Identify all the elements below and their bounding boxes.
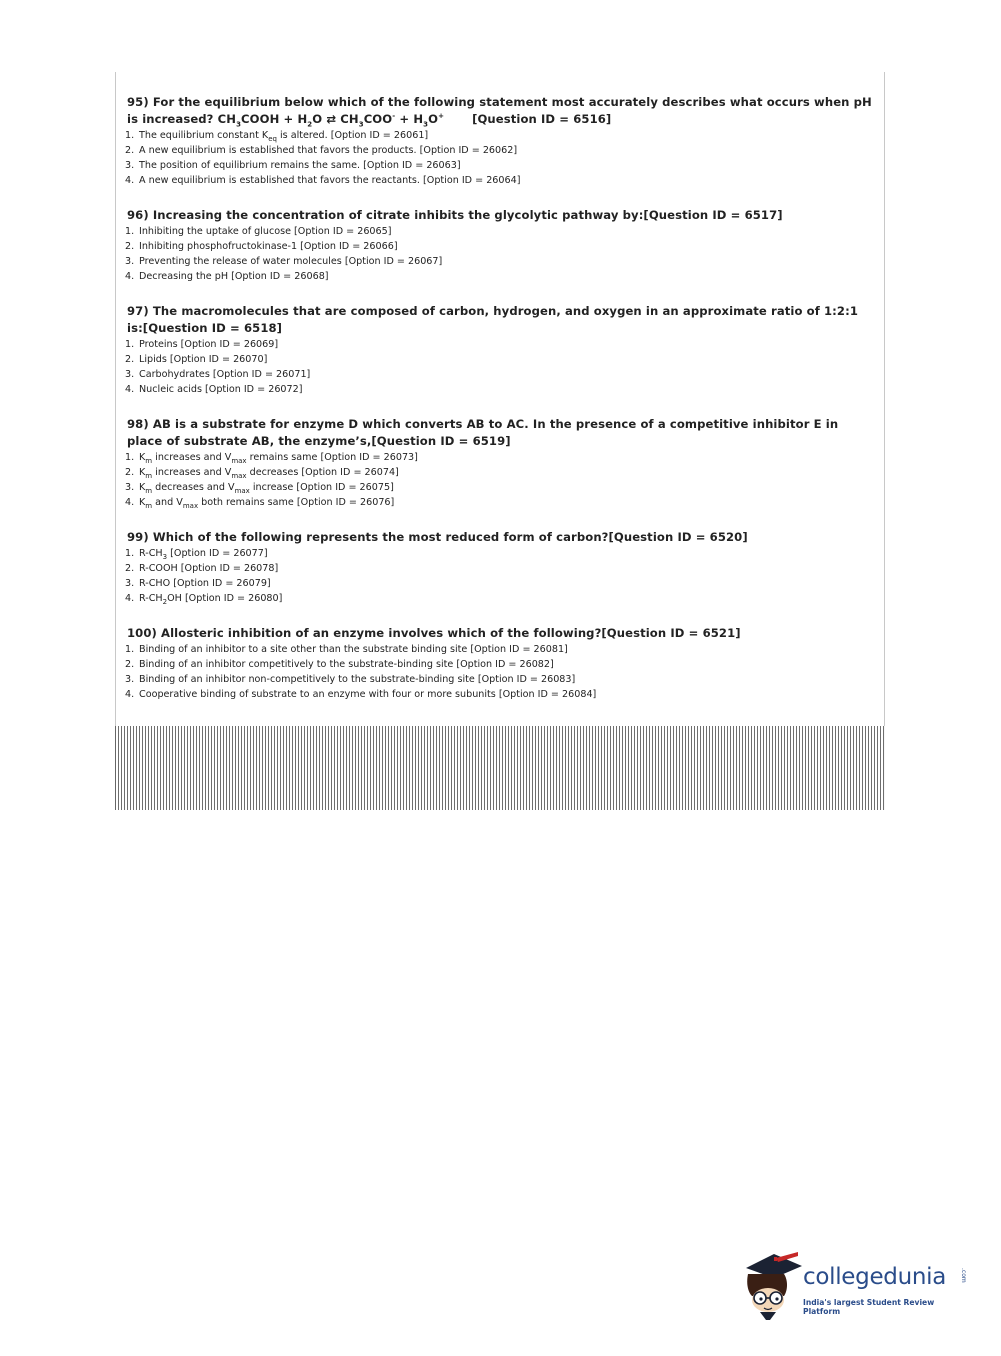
question-title: 100) Allosteric inhibition of an enzyme involves which of the following?[Question ID = 6521] xyxy=(127,626,741,640)
question-title: 97) The macromolecules that are composed of carbon, hydrogen, and oxygen in an approximate ratio of 1:2:1 is:[Question ID = 6518] xyxy=(127,304,858,335)
option: 3. $K_m$ decreases and $V_{max}$ increase [Option ID = 26075] xyxy=(125,482,394,495)
question-list xyxy=(127,94,872,721)
collegedunia-logo xyxy=(740,1248,970,1320)
option-list xyxy=(127,450,872,510)
question-99 xyxy=(127,529,872,606)
option: 3. R-CHO [Option ID = 26079] xyxy=(125,578,271,589)
option: 1. The equilibrium constant $K_{eq}$ is altered. [Option ID = 26061] xyxy=(125,130,429,143)
question-title: 99) Which of the following represents the most reduced form of carbon?[Question ID = 6520] xyxy=(127,530,748,544)
option: 1. Inhibiting the uptake of glucose [Option ID = 26065] xyxy=(125,226,392,237)
brand-tagline: India's largest Student Review Platform xyxy=(803,1298,935,1316)
option: 1. Binding of an inhibitor to a site other than the substrate binding site [Option ID = 26081] xyxy=(125,644,568,655)
question-95 xyxy=(127,94,872,188)
option: 2. $K_m$ increases and $V_{max}$ decreases [Option ID = 26074] xyxy=(125,467,399,480)
option: 4. Nucleic acids [Option ID = 26072] xyxy=(125,384,303,395)
mascot-icon xyxy=(740,1248,804,1320)
question-title: 96) Increasing the concentration of citrate inhibits the glycolytic pathway by:[Question ID = 6517] xyxy=(127,208,783,222)
question-title: 98) AB is a substrate for enzyme D which converts AB to AC. In the presence of a competitive inhibitor E in place of substrate AB, the enzyme’s,[Question ID = 6519] xyxy=(127,417,839,448)
option-list xyxy=(127,337,872,397)
option: 4. $K_m$ and $V_{max}$ both remains same [Option ID = 26076] xyxy=(125,497,395,510)
option: 4. Cooperative binding of substrate to an enzyme with four or more subunits [Option ID = 26084] xyxy=(125,689,597,700)
option: 2. Lipids [Option ID = 26070] xyxy=(125,354,268,365)
option: 2. R-COOH [Option ID = 26078] xyxy=(125,563,279,574)
option: 4. Decreasing the pH [Option ID = 26068] xyxy=(125,271,329,282)
brand-domain: .com xyxy=(960,1268,967,1283)
option: 3. Binding of an inhibitor non-competitively to the substrate-binding site [Option ID = 26083] xyxy=(125,674,576,685)
option: 1. $R-CH_3$ [Option ID = 26077] xyxy=(125,548,268,561)
option: 2. Binding of an inhibitor competitively to the substrate-binding site [Option ID = 26082] xyxy=(125,659,554,670)
option: 1. $K_m$ increases and $V_{max}$ remains same [Option ID = 26073] xyxy=(125,452,418,465)
question-title: 95) For the equilibrium below which of the following statement most accurately describes what occurs when pH is increased? $CH_3COOH + H_2O$ ⇄ $CH_3COO^- + H_3O^+$ [Question ID = 6516] xyxy=(127,95,872,129)
option: 2. A new equilibrium is established that favors the products. [Option ID = 26062] xyxy=(125,145,518,156)
barcode-strip xyxy=(115,726,885,810)
option-list xyxy=(127,642,872,702)
question-100 xyxy=(127,625,872,702)
question-97 xyxy=(127,303,872,397)
option: 3. The position of equilibrium remains the same. [Option ID = 26063] xyxy=(125,160,461,171)
option: 1. Proteins [Option ID = 26069] xyxy=(125,339,279,350)
brand-name: collegedunia xyxy=(803,1264,947,1290)
option: 2. Inhibiting phosphofructokinase-1 [Option ID = 26066] xyxy=(125,241,398,252)
option-list xyxy=(127,224,872,284)
option-list xyxy=(127,546,872,606)
option-list xyxy=(127,128,872,188)
option: 4. $R-CH_2OH$ [Option ID = 26080] xyxy=(125,593,283,606)
question-96 xyxy=(127,207,872,284)
option: 3. Carbohydrates [Option ID = 26071] xyxy=(125,369,311,380)
question-98 xyxy=(127,416,872,510)
option: 4. A new equilibrium is established that favors the reactants. [Option ID = 26064] xyxy=(125,175,521,186)
option: 3. Preventing the release of water molecules [Option ID = 26067] xyxy=(125,256,443,267)
